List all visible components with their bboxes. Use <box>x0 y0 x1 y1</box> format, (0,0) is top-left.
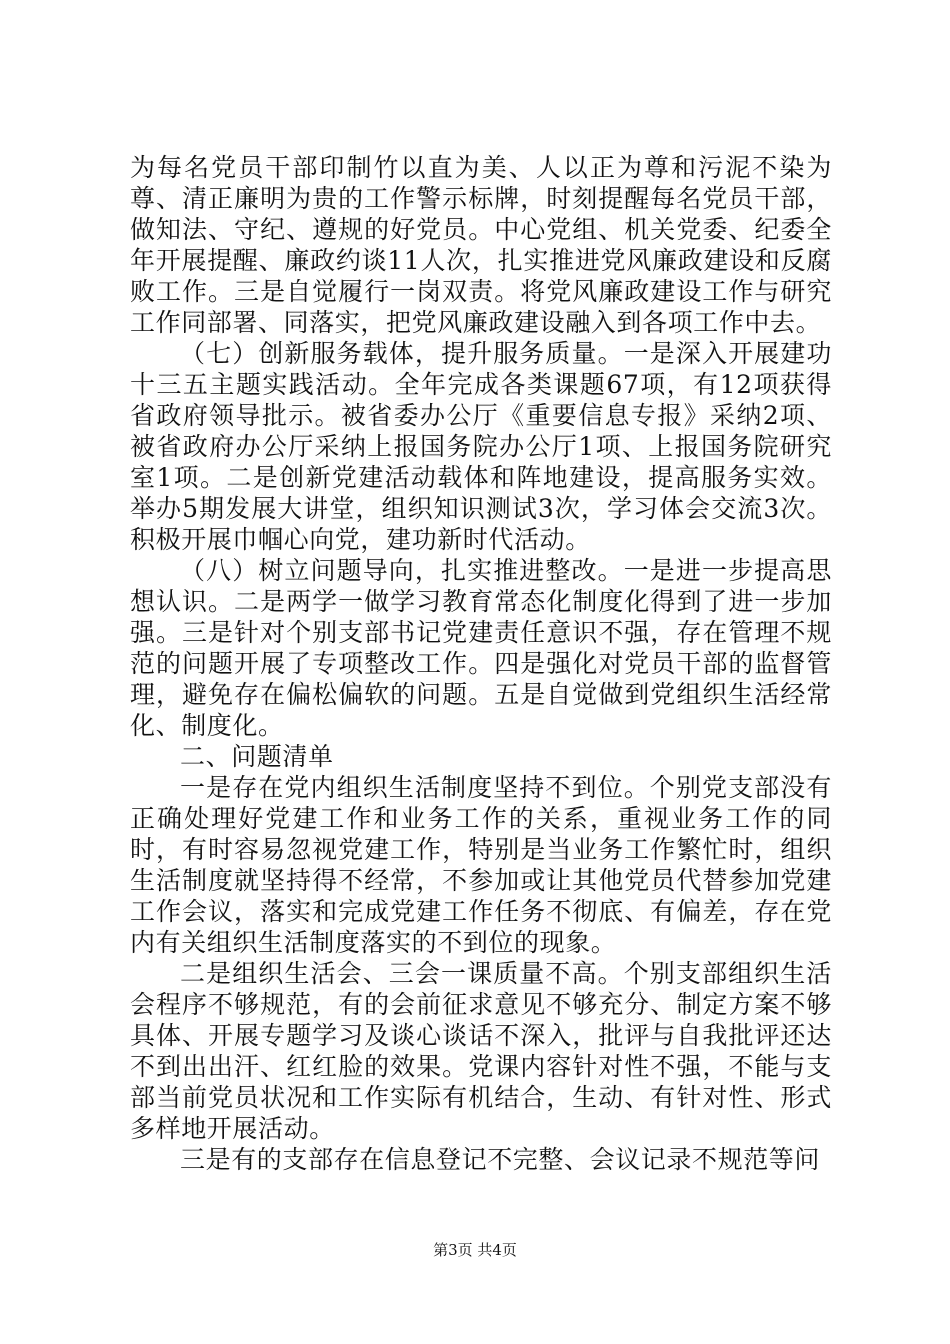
paragraph-problem-one: 一是存在党内组织生活制度坚持不到位。个别党支部没有正确处理好党建工作和业务工作的关系，重视业务工作的同时，有时容易忽视党建工作，特别是当业务工作繁忙时，组织生活制度就坚持得不经常，不参加或让其他党员代替参加党建工作会议，落实和完成党建工作任务不彻底、有偏差，存在党内有关组织生活制度落实的不到位的现象。 <box>130 773 832 957</box>
section-heading-problem-list: 二、问题清单 <box>180 742 334 771</box>
document-body <box>130 152 832 1175</box>
page-number-footer: 第3页 共4页 <box>433 1241 517 1259</box>
paragraph-problem-three: 三是有的支部存在信息登记不完整、会议记录不规范等问 <box>180 1145 821 1174</box>
paragraph-section-seven: （七）创新服务载体，提升服务质量。一是深入开展建功十三五主题实践活动。全年完成各类课题67项，有12项获得省政府领导批示。被省委办公厅《重要信息专报》采纳2项、被省政府办公厅采纳上报国务院办公厅1项、上报国务院研究室1项。二是创新党建活动载体和阵地建设，提高服务实效。举办5期发展大讲堂，组织知识测试3次，学习体会交流3次。积极开展巾帼心向党，建功新时代活动。 <box>130 339 832 554</box>
paragraph-section-eight: （八）树立问题导向，扎实推进整改。一是进一步提高思想认识。二是两学一做学习教育常态化制度化得到了进一步加强。三是针对个别支部书记党建责任意识不强，存在管理不规范的问题开展了专项整改工作。四是强化对党员干部的监督管理，避免存在偏松偏软的问题。五是自觉做到党组织生活经常化、制度化。 <box>130 556 832 740</box>
paragraph-anti-corruption-continued: 为每名党员干部印制竹以直为美、人以正为尊和污泥不染为尊、清正廉明为贵的工作警示标牌，时刻提醒每名党员干部，做知法、守纪、遵规的好党员。中心党组、机关党委、纪委全年开展提醒、廉政约谈11人次，扎实推进党风廉政建设和反腐败工作。三是自觉履行一岗双责。将党风廉政建设工作与研究工作同部署、同落实，把党风廉政建设融入到各项工作中去。 <box>130 153 832 337</box>
paragraph-problem-two: 二是组织生活会、三会一课质量不高。个别支部组织生活会程序不够规范，有的会前征求意见不够充分、制定方案不够具体、开展专题学习及谈心谈话不深入，批评与自我批评还达不到出出汗、红红脸的效果。党课内容针对性不强，不能与支部当前党员状况和工作实际有机结合，生动、有针对性、形式多样地开展活动。 <box>130 959 832 1143</box>
